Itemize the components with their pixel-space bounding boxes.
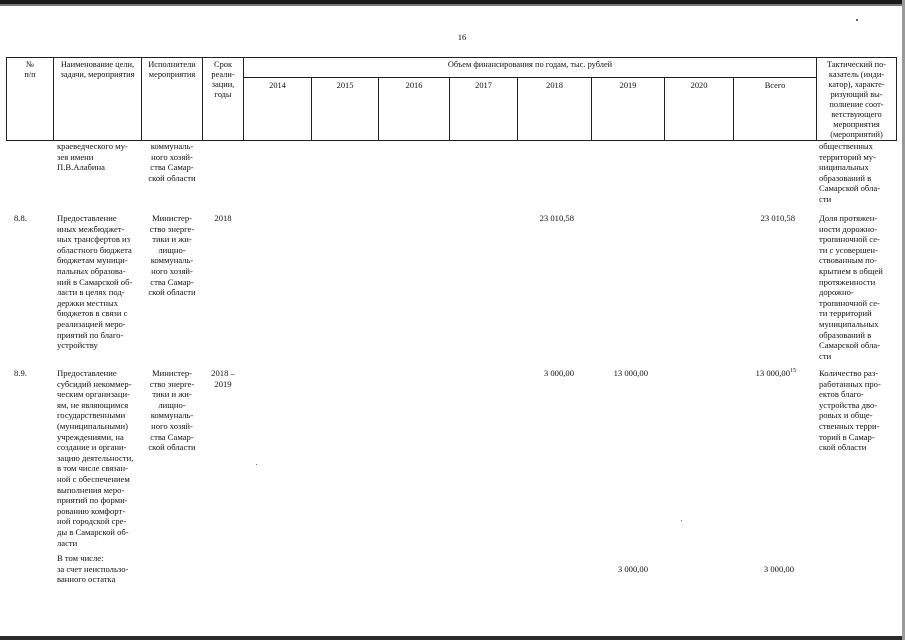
row-num: 8.9. <box>14 368 27 378</box>
row-name: краеведческого му- зея имени П.В.Алабина <box>57 141 128 173</box>
header-year-2016: 2016 <box>405 81 423 90</box>
header-year-2019: 2019 <box>619 81 637 90</box>
header-executor: Исполнители мероприятия <box>148 60 196 79</box>
row-indicator: общественных территорий му- ниципальных образований в Самарской обла- сти <box>819 141 881 204</box>
row-indicator: Количество раз- работанных про- ектов благо- устройства дво- ровых и обще- ственных терри- торий в Самар- ской области <box>819 368 881 453</box>
row-value-total: 23 010,58 <box>760 213 795 223</box>
header-year-2018: 2018 <box>546 81 563 90</box>
row-name: Предоставление субсидий некоммер- ческим организаци- ям, не являющимся государственными (муниципальными) учреждениями, на создание и органи- зацию деятельности, в том числе связан- ной с обеспечением выполнения меро- приятий по форми- рованию комфорт- ной городской сре- ды в Самарской об- ласти <box>57 368 134 548</box>
row-name: В том числе: за счет неиспользо- ванного остатка <box>57 553 129 585</box>
row-value-2018: 3 000,00 <box>543 368 574 378</box>
header-name: Наименование цели, задачи, мероприятия <box>60 60 135 79</box>
row-value-total: 13 000,00$^{15}$ <box>755 368 796 378</box>
row-num: 8.8. <box>14 213 27 223</box>
header-year-total: Всего <box>764 81 786 90</box>
header-year-2020: 2020 <box>690 81 708 90</box>
header-year-2014: 2014 <box>269 81 286 90</box>
row-name: Предоставление иных межбюджет- ных трансфертов из областного бюджета бюджетам муници- пальных образова- ний в Самарской об- ласти в целях под- держки местных бюджетов в связи с реализацией меро- приятий по благо- устройству <box>57 213 133 351</box>
footnote-mark: 15 <box>790 368 796 375</box>
scan-edge-bottom <box>0 636 905 640</box>
header-financing: Объем финансирования по годам, тыс. рублей <box>447 60 613 69</box>
page-number: 16 <box>457 32 467 42</box>
header-indicator: Тактический по- казатель (инди- катор), характе- ризующий вы- полнение соот- ветствующего мероприятия (мероприятий) <box>826 60 887 139</box>
header-term: Срок реали- зации, годы <box>211 60 235 99</box>
scan-speck <box>256 464 257 465</box>
row-indicator: Доля протяжен- ности дорожно- тропиночной се- ти с усовершен- ствованным по- крытием в общей протяженности дорожно- тропиночной се- ти территорий муниципальных образований в Самарской обла- сти <box>819 213 883 361</box>
row-value-2018: 23 010,58 <box>539 213 574 223</box>
row-value-2019: 13 000,00 <box>613 368 648 378</box>
header-year-2015: 2015 <box>336 81 354 90</box>
row-executor: Министер- ство энерге- тики и жи- лищно- коммуналь- ного хозяй- ства Самар- ской области <box>148 213 196 298</box>
scan-speck <box>856 19 858 21</box>
scan-edge-top-shadow <box>0 4 905 6</box>
header-year-2017: 2017 <box>475 81 492 90</box>
row-executor: коммуналь- ного хозяй- ства Самар- ской области <box>148 141 196 183</box>
row-executor: Министер- ство энерге- тики и жи- лищно- коммуналь- ного хозяй- ства Самар- ской области <box>148 368 196 453</box>
header-num: № п/п <box>24 60 36 79</box>
row-value-2019: 3 000,00 <box>617 564 648 574</box>
row-term: 2018 <box>214 213 232 223</box>
row-value-total: 3 000,00 <box>763 564 794 574</box>
scan-speck <box>681 520 682 521</box>
row-term: 2018 – 2019 <box>211 368 235 389</box>
